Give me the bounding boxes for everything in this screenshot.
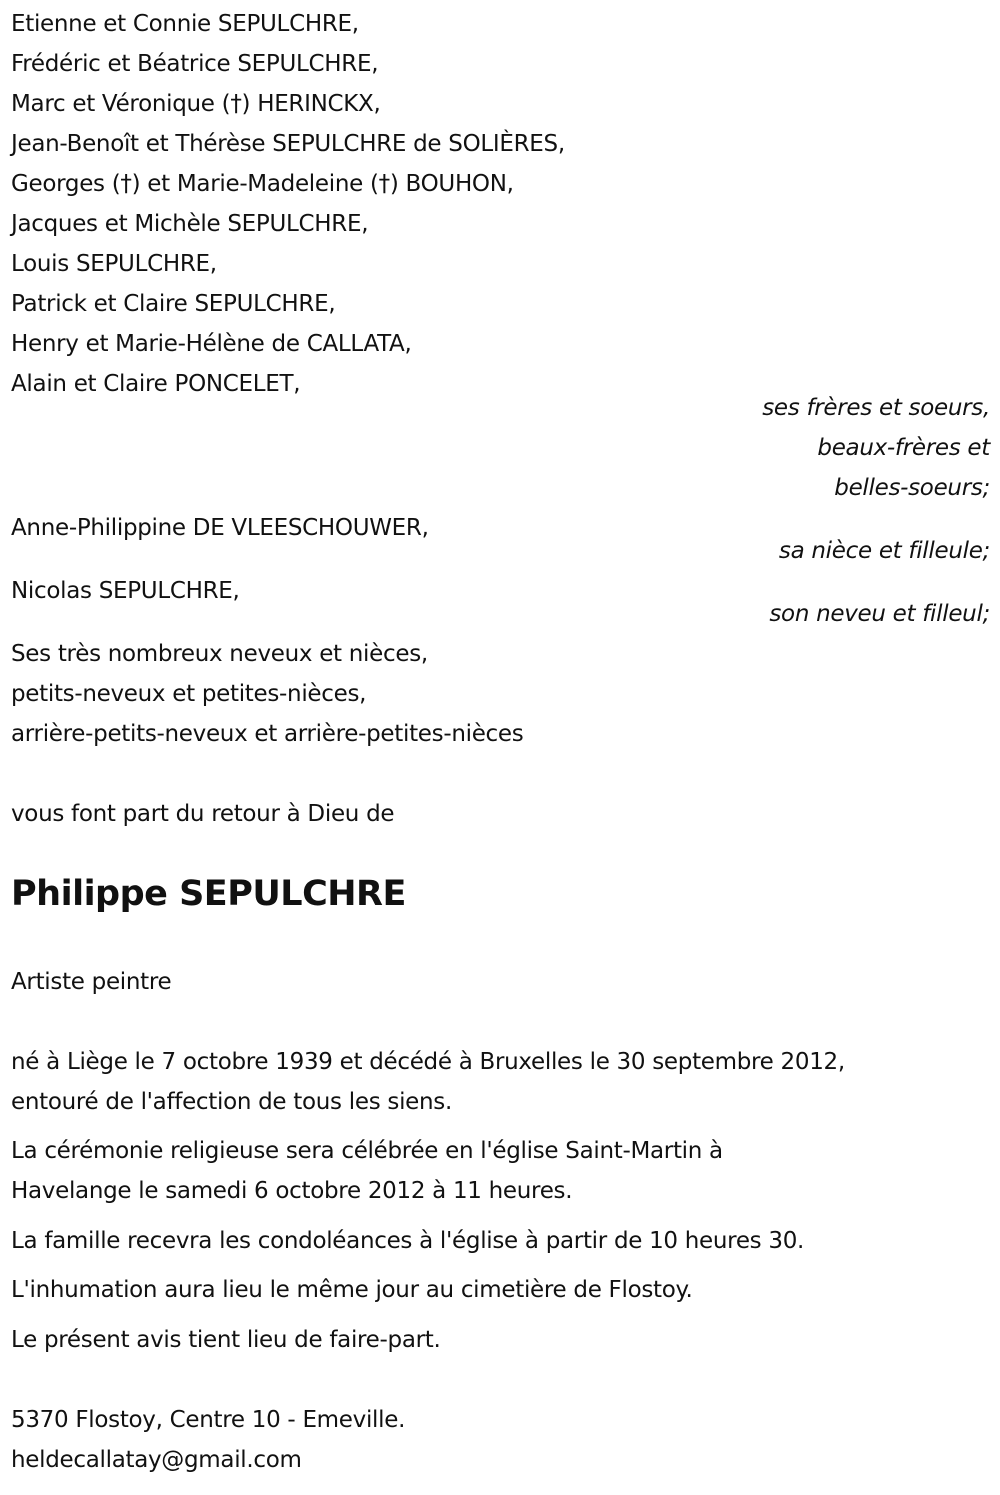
sibling-entry: Etienne et Connie SEPULCHRE,	[11, 11, 359, 37]
ceremony-line: Havelange le samedi 6 octobre 2012 à 11 heures.	[11, 1178, 573, 1204]
relation-label: beaux-frères et	[817, 435, 990, 461]
notice-text: Le présent avis tient lieu de faire-part.	[11, 1327, 441, 1353]
sibling-entry: Louis SEPULCHRE,	[11, 251, 217, 277]
sibling-entry: Patrick et Claire SEPULCHRE,	[11, 291, 336, 317]
birth-death-line: entouré de l'affection de tous les siens.	[11, 1089, 452, 1115]
ceremony-line: La cérémonie religieuse sera célébrée en l'église Saint-Martin à	[11, 1138, 723, 1164]
sibling-entry: Henry et Marie-Hélène de CALLATA,	[11, 331, 412, 357]
niece-relation: sa nièce et filleule;	[778, 538, 990, 564]
nephew-name: Nicolas SEPULCHRE,	[11, 578, 240, 604]
contact-address: 5370 Flostoy, Centre 10 - Emeville.	[11, 1407, 406, 1433]
sibling-entry: Alain et Claire PONCELET,	[11, 371, 301, 397]
deceased-profession: Artiste peintre	[11, 969, 172, 995]
sibling-entry: Frédéric et Béatrice SEPULCHRE,	[11, 51, 379, 77]
sibling-entry: Georges (†) et Marie-Madeleine (†) BOUHON,	[11, 171, 514, 197]
sibling-entry: Jacques et Michèle SEPULCHRE,	[11, 211, 369, 237]
announcement-text: vous font part du retour à Dieu de	[11, 801, 395, 827]
relation-label: belles-soeurs;	[834, 475, 990, 501]
relatives-line: arrière-petits-neveux et arrière-petites-nièces	[11, 721, 524, 747]
sibling-entry: Marc et Véronique (†) HERINCKX,	[11, 91, 381, 117]
relatives-line: Ses très nombreux neveux et nièces,	[11, 641, 428, 667]
contact-email: heldecallatay@gmail.com	[11, 1447, 302, 1473]
sibling-entry: Jean-Benoît et Thérèse SEPULCHRE de SOLIÈRES,	[11, 131, 565, 157]
burial-info: L'inhumation aura lieu le même jour au cimetière de Flostoy.	[11, 1277, 693, 1303]
nephew-relation: son neveu et filleul;	[769, 601, 990, 627]
deceased-name: Philippe SEPULCHRE	[11, 874, 406, 914]
birth-death-line: né à Liège le 7 octobre 1939 et décédé à Bruxelles le 30 septembre 2012,	[11, 1049, 845, 1075]
relatives-line: petits-neveux et petites-nièces,	[11, 681, 367, 707]
relation-label: ses frères et soeurs,	[762, 395, 990, 421]
niece-name: Anne-Philippine DE VLEESCHOUWER,	[11, 515, 429, 541]
condolences-info: La famille recevra les condoléances à l'église à partir de 10 heures 30.	[11, 1228, 805, 1254]
